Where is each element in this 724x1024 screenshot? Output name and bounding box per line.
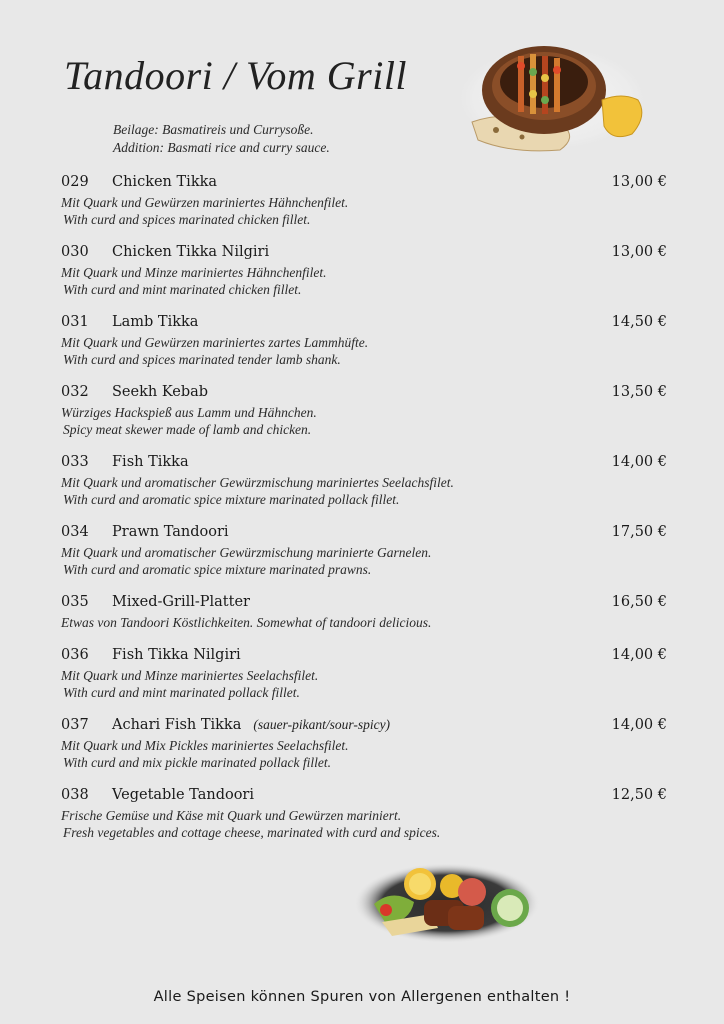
menu-item [61,244,667,298]
allergen-footer: Alle Speisen können Spuren von Allergenen enthalten ! [153,989,571,1005]
item-desc-de: Mit Quark und Minze mariniertes Seelachsfilet. [61,668,319,683]
item-desc-en: Spicy meat skewer made of lamb and chicken. [63,422,312,437]
item-desc-en: With curd and aromatic spice mixture marinated pollack fillet. [63,492,400,507]
item-name: Fish Tikka Nilgiri [112,647,241,663]
item-number: 037 [61,717,89,733]
item-price: 14,00 € [611,717,667,733]
item-desc-de: Etwas von Tandoori Köstlichkeiten. Somewhat of tandoori delicious. [61,615,432,630]
item-desc-en: With curd and spices marinated chicken fillet. [63,212,311,227]
item-name: Lamb Tikka [112,314,199,330]
item-desc-en: With curd and aromatic spice mixture marinated prawns. [63,562,372,577]
side-dish-de: Beilage: Basmatireis und Currysoße. [113,122,314,137]
item-desc-de: Frische Gemüse und Käse mit Quark und Gewürzen mariniert. [61,808,402,823]
item-price: 13,00 € [611,174,667,190]
item-desc-en: With curd and spices marinated tender lamb shank. [63,352,341,367]
item-name: Mixed-Grill-Platter [112,594,250,610]
menu-item [61,647,667,701]
item-price: 12,50 € [611,787,667,803]
item-number: 031 [61,314,89,330]
item-price: 14,00 € [611,454,667,470]
menu-item [61,174,667,228]
item-desc-de: Mit Quark und aromatischer Gewürzmischung marinierte Garnelen. [61,545,432,560]
item-desc-de: Mit Quark und aromatischer Gewürzmischung mariniertes Seelachsfilet. [61,475,454,490]
item-name: Vegetable Tandoori [112,787,255,803]
menu-item [61,787,667,841]
menu-item [61,524,667,578]
item-price: 14,00 € [611,647,667,663]
item-name: Fish Tikka [112,454,189,470]
item-name: Prawn Tandoori [112,524,229,540]
item-number: 036 [61,647,89,663]
item-name: Achari Fish Tikka (sauer-pikant/sour-spicy) [112,717,391,733]
side-dish-en: Addition: Basmati rice and curry sauce. [113,140,330,155]
item-spice-note: (sauer-pikant/sour-spicy) [253,717,391,732]
item-name: Chicken Tikka Nilgiri [112,244,270,260]
item-price: 14,50 € [611,314,667,330]
item-name: Seekh Kebab [112,384,209,400]
item-price: 13,50 € [611,384,667,400]
item-number: 032 [61,384,89,400]
menu-item [61,454,667,508]
menu-item [61,717,667,771]
item-desc-en: With curd and mix pickle marinated pollack fillet. [63,755,331,770]
item-price: 16,50 € [611,594,667,610]
item-price: 13,00 € [611,244,667,260]
side-dish-note [113,121,330,157]
menu-item [61,314,667,368]
item-price: 17,50 € [611,524,667,540]
grill-platter-photo [352,862,542,944]
menu-item [61,594,667,631]
tandoori-dish-photo [452,42,652,154]
item-number: 034 [61,524,89,540]
item-number: 033 [61,454,89,470]
page-title: Tandoori / Vom Grill [64,53,408,98]
item-desc-de: Mit Quark und Gewürzen mariniertes zartes Lammhüfte. [61,335,369,350]
item-number: 030 [61,244,89,260]
item-number: 035 [61,594,89,610]
item-desc-en: Fresh vegetables and cottage cheese, marinated with curd and spices. [63,825,441,840]
item-desc-de: Mit Quark und Mix Pickles mariniertes Seelachsfilet. [61,738,349,753]
item-desc-de: Mit Quark und Gewürzen mariniertes Hähnchenfilet. [61,195,349,210]
item-number: 038 [61,787,89,803]
item-desc-de: Mit Quark und Minze mariniertes Hähnchenfilet. [61,265,327,280]
item-name: Chicken Tikka [112,174,218,190]
item-desc-de: Würziges Hackspieß aus Lamm und Hähnchen. [61,405,317,420]
item-desc-en: With curd and mint marinated pollack fillet. [63,685,300,700]
item-number: 029 [61,174,89,190]
item-desc-en: With curd and mint marinated chicken fillet. [63,282,302,297]
menu-item [61,384,667,438]
